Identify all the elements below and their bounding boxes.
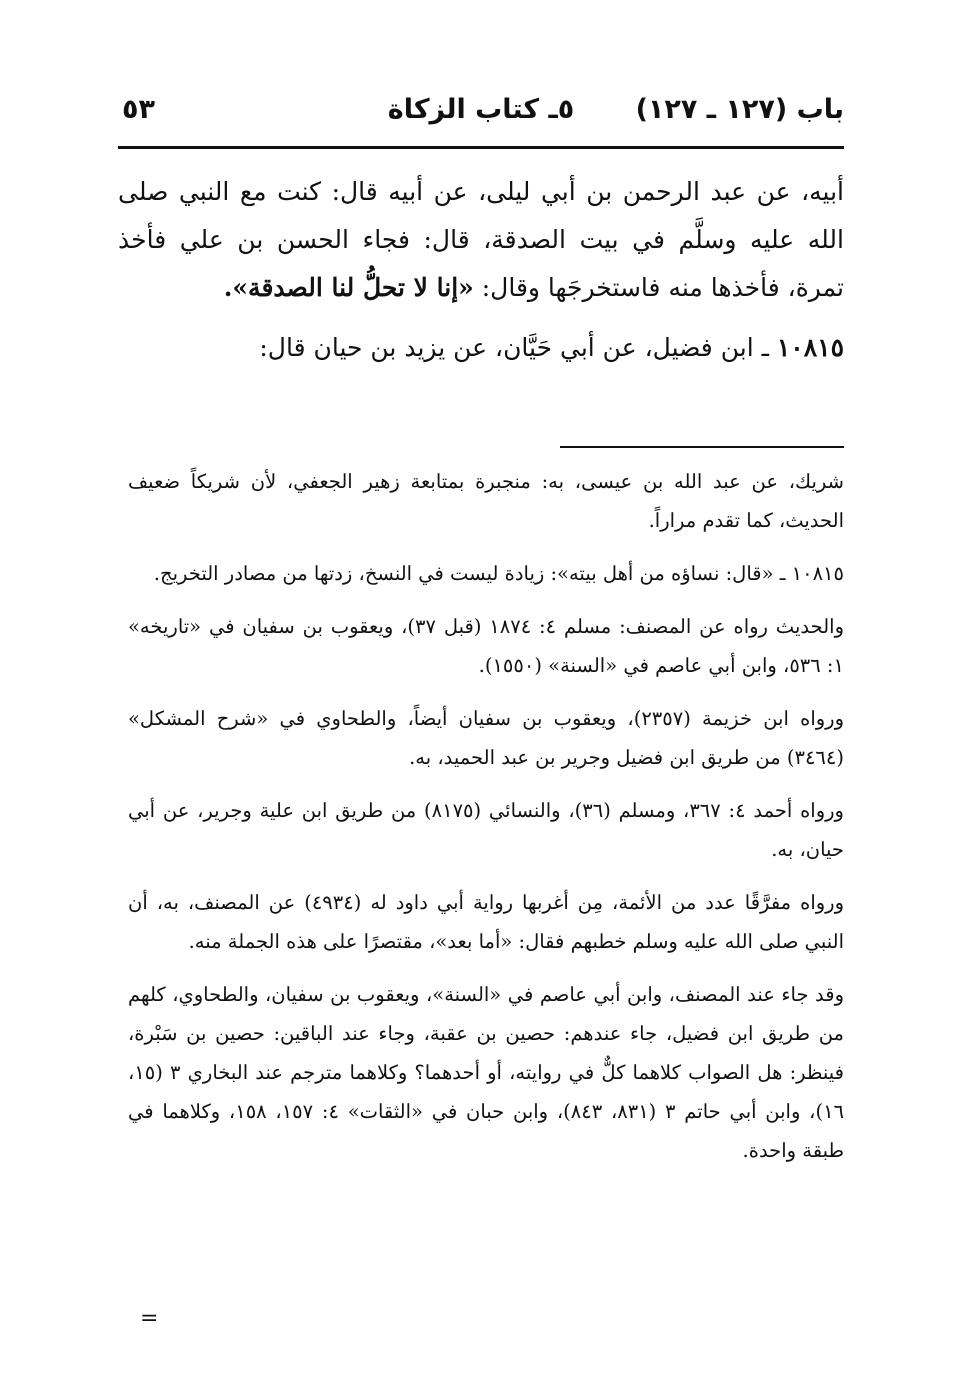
- footnote-paragraph: ورواه مفرَّقًا عدد من الأئمة، مِن أغربها رواية أبي داود له (٤٩٣٤) عن المصنف، به، أن النبي صلى الله عليه وسلم خطبهم فقال: «أما بعد»، مقتصرًا على هذه الجملة منه.: [128, 891, 844, 953]
- header-rule: [118, 146, 844, 149]
- book-title: ٥ـ كتاب الزكاة: [387, 94, 575, 125]
- main-paragraph: [118, 324, 844, 372]
- continuation-mark: =: [140, 1306, 159, 1331]
- hadith-number: ١٠٨١٥: [776, 333, 844, 362]
- main-paragraph-text: ـ ابن فضيل، عن أبي حَيَّان، عن يزيد بن حيان قال:: [259, 333, 777, 362]
- footnotes: [128, 462, 844, 1184]
- running-header: [118, 88, 844, 140]
- hadith-quote: «إنا لا تحلُّ لنا الصدقة».: [223, 273, 474, 302]
- footnote-paragraph: والحديث رواه عن المصنف: مسلم ٤: ١٨٧٤ (قبل ٣٧)، ويعقوب بن سفيان في «تاريخه» ١: ٥٣٦، وابن أبي عاصم في «السنة» (١٥٥٠).: [128, 615, 844, 677]
- main-paragraph-text: أبيه، عن عبد الرحمن بن أبي ليلى، عن أبيه قال: كنت مع النبي صلى الله عليه وسلَّم في بيت الصدقة، قال: فجاء الحسن بن علي فأخذ تمرة، فأخذها منه فاستخرجَها وقال:: [118, 177, 844, 302]
- page-number: ٥٣: [122, 94, 155, 125]
- footnote-paragraph: ورواه أحمد ٤: ٣٦٧، ومسلم (٣٦)، والنسائي (٨١٧٥) من طريق ابن علية وجرير، عن أبي حيان، به.: [128, 799, 844, 861]
- footnote-separator: [560, 446, 844, 448]
- chapter-reference: باب (١٢٧ ـ ١٢٧): [635, 94, 844, 125]
- footnote-paragraph: ورواه ابن خزيمة (٢٣٥٧)، ويعقوب بن سفيان أيضاً، والطحاوي في «شرح المشكل» (٣٤٦٤) من طريق ابن فضيل وجرير بن عبد الحميد، به.: [128, 707, 844, 769]
- footnote-paragraph: وقد جاء عند المصنف، وابن أبي عاصم في «السنة»، ويعقوب بن سفيان، والطحاوي، كلهم من طريق ابن فضيل، جاء عندهم: حصين بن عقبة، وجاء عند الباقين: حصين بن سَبْرة، فينظر: هل الصواب كلاهما كلٌّ في روايته، أو أحدهما؟ وكلاهما مترجم عند البخاري ٣ (١٥، ١٦)، وابن أبي حاتم ٣ (٨٣١، ٨٤٣)، وابن حبان في «الثقات» ٤: ١٥٧، ١٥٨، وكلاهما في طبقة واحدة.: [128, 983, 845, 1162]
- main-paragraph: [118, 168, 844, 312]
- footnote-paragraph: شريك، عن عبد الله بن عيسى، به: منجبرة بمتابعة زهير الجعفي، لأن شريكاً ضعيف الحديث، كما تقدم مراراً.: [128, 470, 844, 532]
- main-text: [118, 168, 844, 384]
- footnote-paragraph: ١٠٨١٥ ـ «قال: نساؤه من أهل بيته»: زيادة ليست في النسخ، زدتها من مصادر التخريج.: [153, 562, 844, 585]
